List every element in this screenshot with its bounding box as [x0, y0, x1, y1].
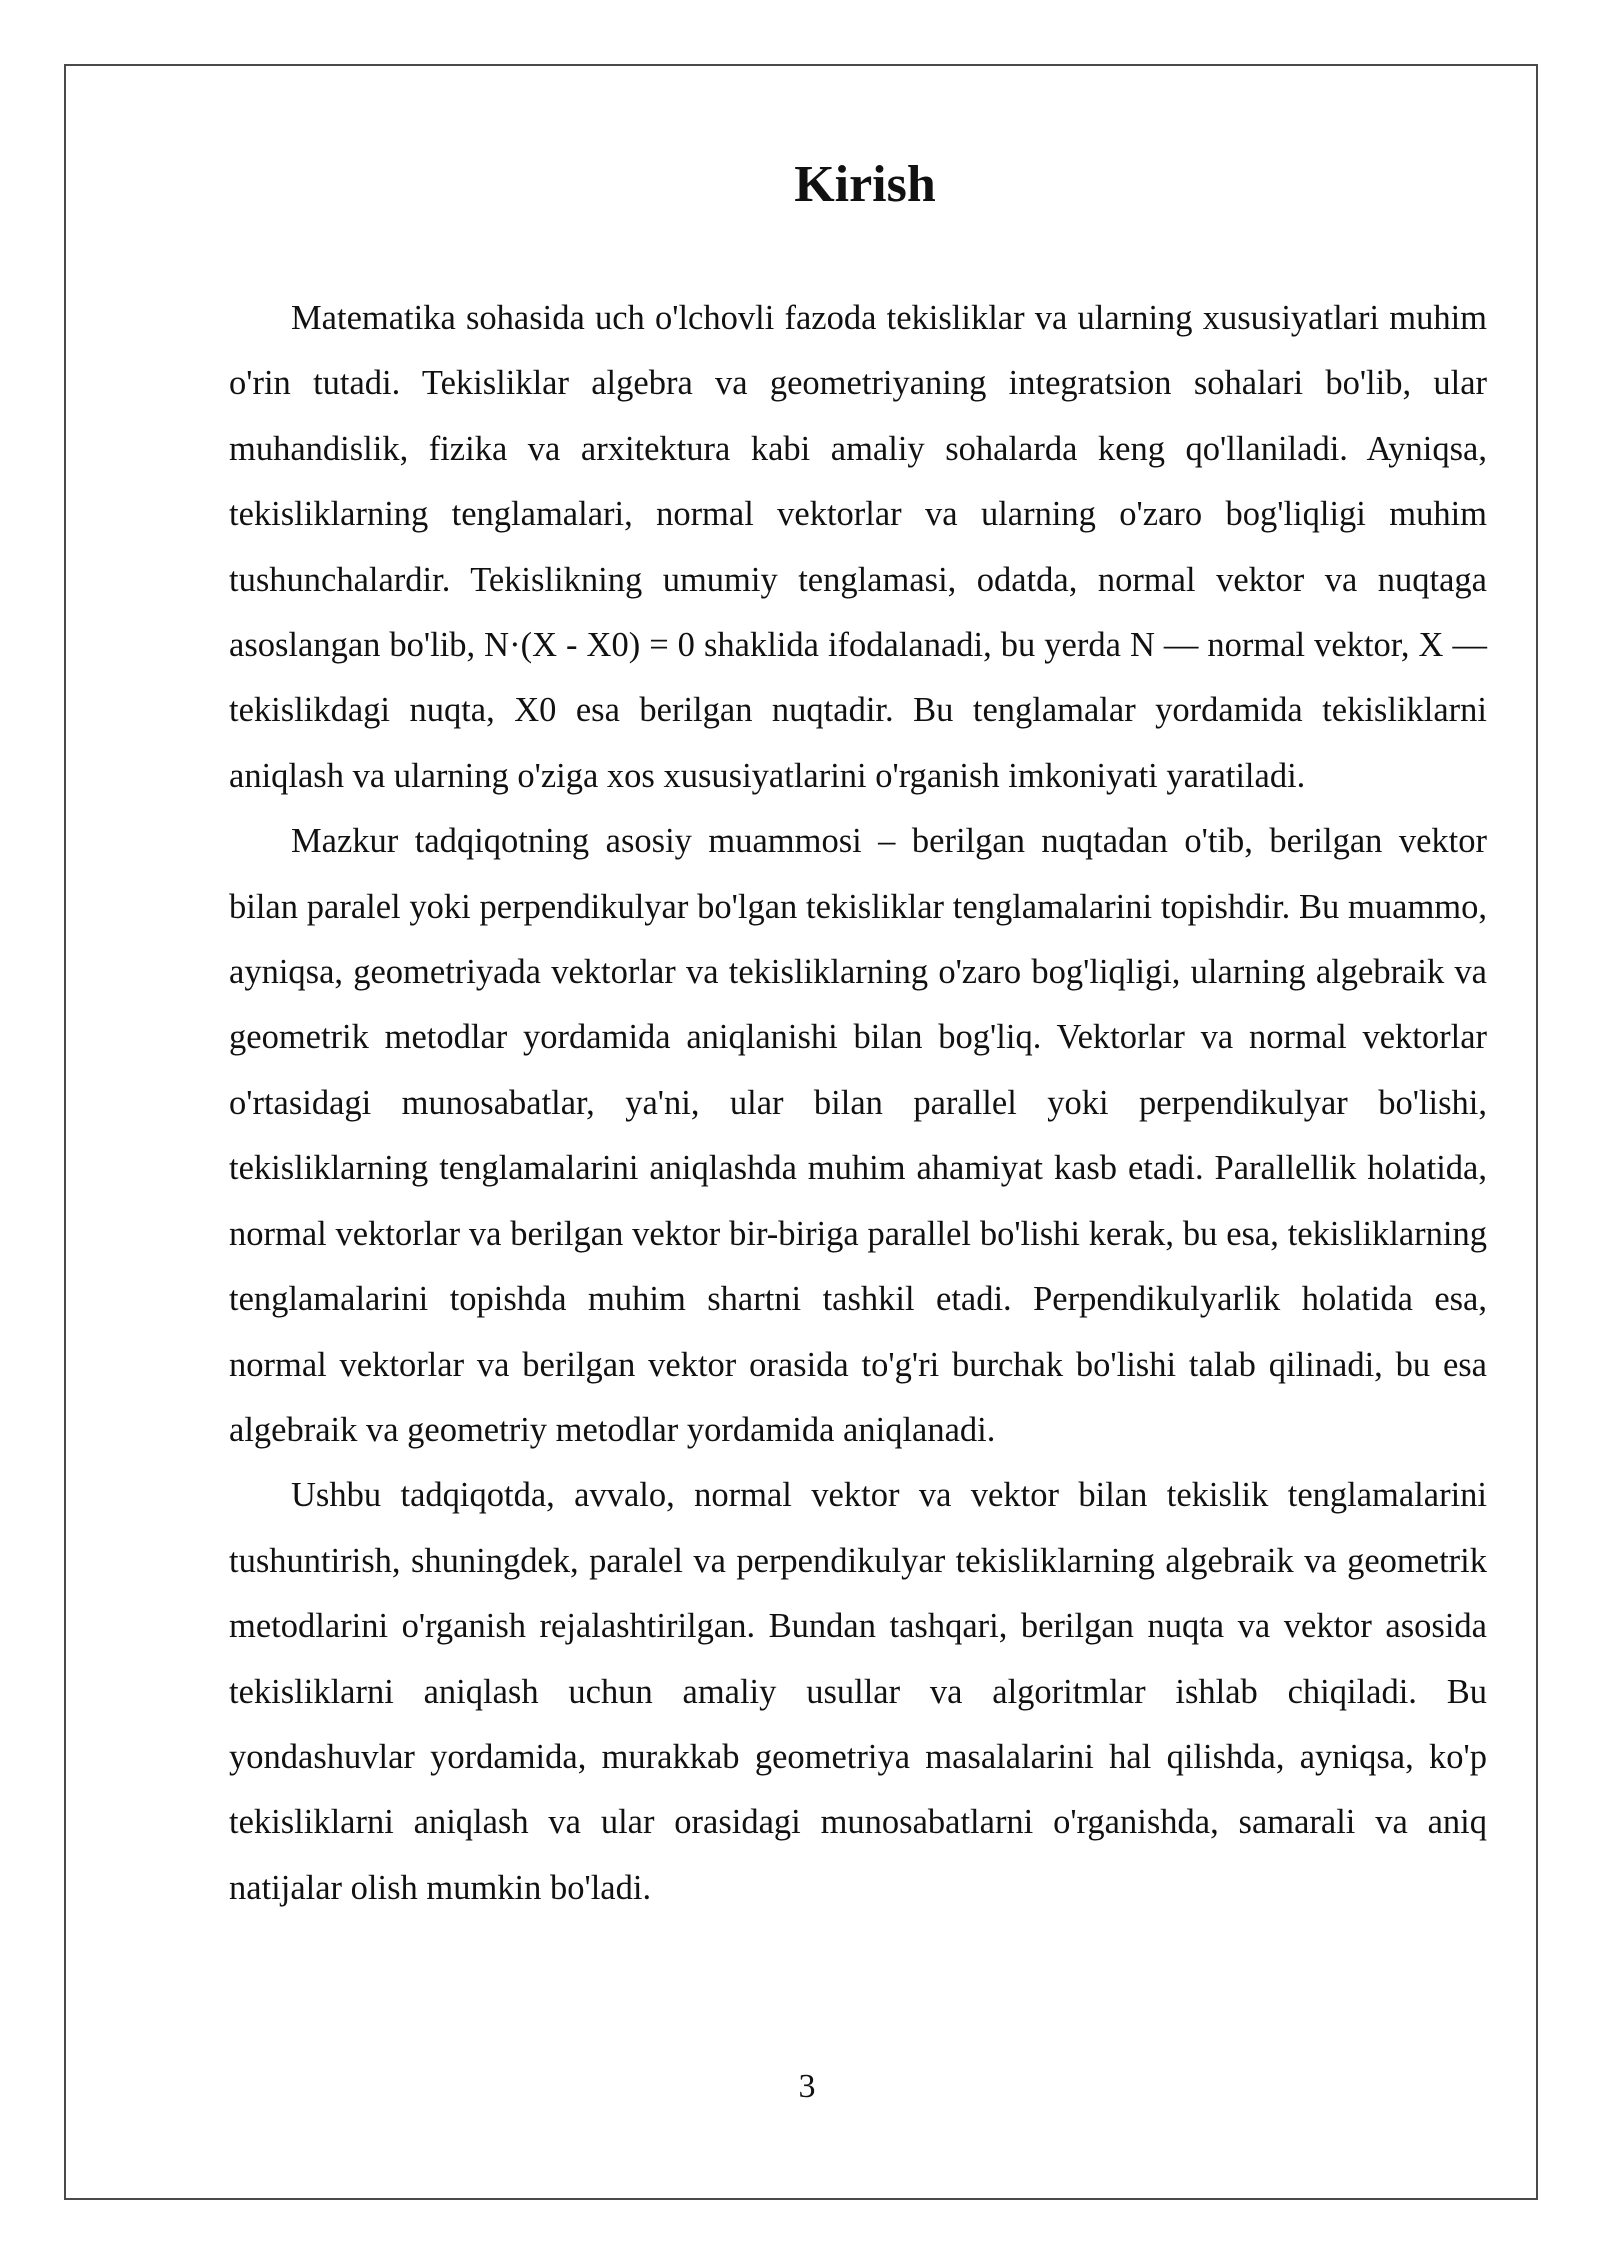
page-number: 3	[798, 2068, 816, 2105]
paragraph-3: Ushbu tadqiqotda, avvalo, normal vektor va vektor bilan tekislik tenglamalarini tushuntirish, shuningdek, paralel va perpendikulyar tekisliklarning algebraik va geometrik metodlarini o'rganish rejalashtirilgan. Bundan tashqari, berilgan nuqta va vektor asosida tekisliklarni aniqlash uchun amaliy usullar va algoritmlar ishlab chiqiladi. Bu yondashuvlar yordamida, murakkab geometriya masalalarini hal qilishda, ayniqsa, ko'p tekisliklarni aniqlash va ular orasidagi munosabatlarni o'rganishda, samarali va aniq natijalar olish mumkin bo'ladi.	[229, 1476, 1487, 1907]
paragraph-2: Mazkur tadqiqotning asosiy muammosi – berilgan nuqtadan o'tib, berilgan vektor bilan paralel yoki perpendikulyar bo'lgan tekisliklar tenglamalarini topishdir. Bu muammo, ayniqsa, geometriyada vektorlar va tekisliklarning o'zaro bog'liqligi, ularning algebraik va geometrik metodlar yordamida aniqlanishi bilan bog'liq. Vektorlar va normal vektorlar o'rtasidagi munosabatlar, ya'ni, ular bilan parallel yoki perpendikulyar bo'lishi, tekisliklarning tenglamalarini aniqlashda muhim ahamiyat kasb etadi. Parallellik holatida, normal vektorlar va berilgan vektor bir-biriga parallel bo'lishi kerak, bu esa, tekisliklarning tenglamalarini topishda muhim shartni tashkil etadi. Perpendikulyarlik holatida esa, normal vektorlar va berilgan vektor orasida to'g'ri burchak bo'lishi talab qilinadi, bu esa algebraik va geometriy metodlar yordamida aniqlanadi.	[229, 822, 1487, 1449]
page-content	[229, 150, 1487, 1921]
paragraph-1: Matematika sohasida uch o'lchovli fazoda tekisliklar va ularning xususiyatlari muhim o'rin tutadi. Tekisliklar algebra va geometriyaning integratsion sohalari bo'lib, ular muhandislik, fizika va arxitektura kabi amaliy sohalarda keng qo'llaniladi. Ayniqsa, tekisliklarning tenglamalari, normal vektorlar va ularning o'zaro bog'liqligi muhim tushunchalardir. Tekislikning umumiy tenglamasi, odatda, normal vektor va nuqtaga asoslangan bo'lib, N·(X - X0) = 0 shaklida ifodalanadi, bu yerda N — normal vektor, X — tekislikdagi nuqta, X0 esa berilgan nuqtadir. Bu tenglamalar yordamida tekisliklarni aniqlash va ularning o'ziga xos xususiyatlarini o'rganish imkoniyati yaratiladi.	[229, 299, 1487, 795]
body-text	[229, 286, 1487, 1921]
page-title: Kirish	[794, 156, 936, 213]
